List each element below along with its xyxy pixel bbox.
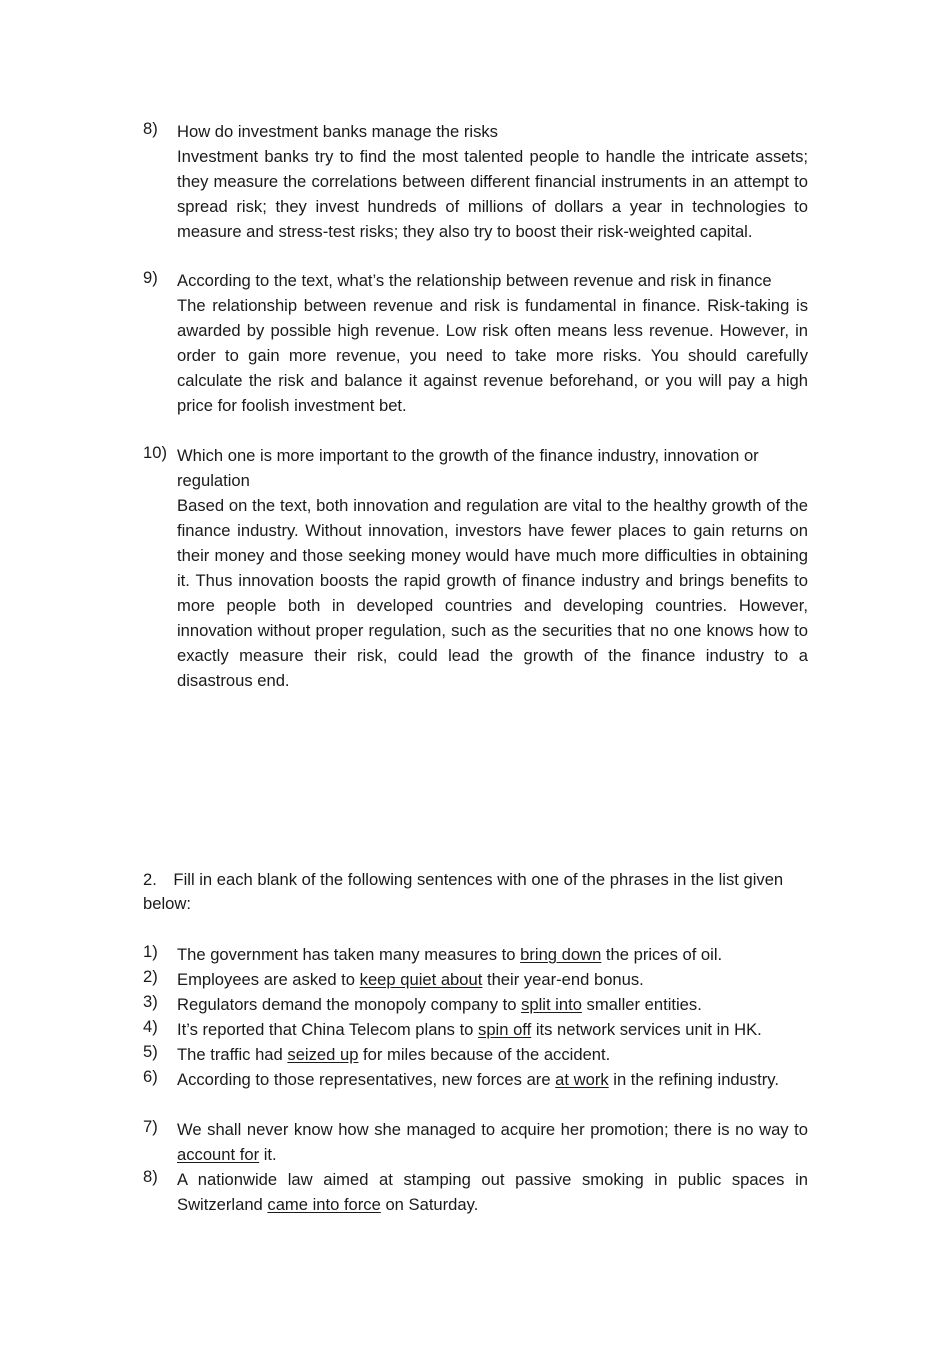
question-number: 9) bbox=[143, 268, 158, 287]
fill-blank-sentence bbox=[143, 942, 808, 967]
sentence-before: The traffic had bbox=[177, 1045, 288, 1064]
question-item bbox=[143, 443, 808, 693]
question-number: 10) bbox=[143, 443, 167, 462]
sentence-number: 4) bbox=[143, 1017, 158, 1036]
sentence-before: We shall never know how she managed to acquire her promotion; there is no way to bbox=[177, 1120, 808, 1139]
sentence-after: their year-end bonus. bbox=[482, 970, 644, 989]
sentence-before: Employees are asked to bbox=[177, 970, 360, 989]
blank-answer: split into bbox=[521, 995, 582, 1014]
sentence-before: According to those representatives, new forces are bbox=[177, 1070, 556, 1089]
blank-answer: spin off bbox=[478, 1020, 532, 1039]
sentence-number: 2) bbox=[143, 967, 158, 986]
answer-text: Based on the text, both innovation and regulation are vital to the healthy growth of the finance industry. Without innovation, investors have fewer places to gain returns on their money and those seeking money would have much more difficulties in obtaining it. Thus innovation boosts the rapid growth of finance industry and brings benefits to more people both in developed countries and developing countries. However, innovation without proper regulation, such as the securities that no one knows how to exactly measure their risk, could lead the growth of the finance industry to a disastrous end. bbox=[177, 496, 808, 690]
answer-text: The relationship between revenue and risk is fundamental in finance. Risk-taking is awarded by possible high revenue. Low risk often means less revenue. However, in order to gain more revenue, you need to take more risks. You should carefully calculate the risk and balance it against revenue beforehand, or you will pay a high price for foolish investment bet. bbox=[177, 296, 808, 415]
sentence-number: 5) bbox=[143, 1042, 158, 1061]
sentence-before: The government has taken many measures to bbox=[177, 945, 521, 964]
sentence-after: it. bbox=[259, 1145, 277, 1164]
sentence-after: on Saturday. bbox=[380, 1195, 479, 1214]
blank-answer: keep quiet about bbox=[359, 970, 483, 989]
blank-answer: bring down bbox=[520, 945, 602, 964]
sentence-before: It’s reported that China Telecom plans to bbox=[177, 1020, 479, 1039]
sentence-after: in the refining industry. bbox=[608, 1070, 779, 1089]
question-text: Which one is more important to the growth of the finance industry, innovation or regulation bbox=[177, 446, 759, 490]
fill-blank-sentence bbox=[143, 992, 808, 1017]
question-item bbox=[143, 119, 808, 244]
blank-answer: at work bbox=[555, 1070, 609, 1089]
fill-blank-sentence bbox=[143, 967, 808, 992]
question-number: 8) bbox=[143, 119, 158, 138]
sentence-before: Regulators demand the monopoly company to bbox=[177, 995, 522, 1014]
sentence-after: its network services unit in HK. bbox=[531, 1020, 762, 1039]
sentence-after: smaller entities. bbox=[581, 995, 702, 1014]
sentence-after: for miles because of the accident. bbox=[358, 1045, 611, 1064]
sentence-number: 8) bbox=[143, 1167, 158, 1186]
fill-blank-sentence bbox=[143, 1017, 808, 1042]
sentence-number: 7) bbox=[143, 1117, 158, 1136]
fill-blank-sentence bbox=[143, 1067, 808, 1092]
blank-answer: came into force bbox=[267, 1195, 381, 1214]
question-item bbox=[143, 268, 808, 418]
sentence-number: 3) bbox=[143, 992, 158, 1011]
sentence-before: A nationwide law aimed at stamping out passive smoking in public spaces in Switzerland bbox=[177, 1170, 808, 1214]
sentence-number: 1) bbox=[143, 942, 158, 961]
fill-blank-sentence bbox=[143, 1167, 808, 1217]
answer-text: Investment banks try to find the most talented people to handle the intricate assets; they measure the correlations between different financial instruments in an attempt to spread risk; they invest hundreds of millions of dollars a year in technologies to measure and stress-test risks; they also try to boost their risk-weighted capital. bbox=[177, 147, 808, 241]
blank-answer: account for bbox=[177, 1145, 260, 1164]
sentence-number: 6) bbox=[143, 1067, 158, 1086]
blank-answer: seized up bbox=[287, 1045, 359, 1064]
sentence-after: the prices of oil. bbox=[601, 945, 723, 964]
fill-blank-sentence bbox=[143, 1042, 808, 1067]
section-heading: 2. Fill in each blank of the following sentences with one of the phrases in the list given below: bbox=[143, 870, 784, 913]
question-text: How do investment banks manage the risks bbox=[177, 122, 498, 141]
question-text: According to the text, what’s the relationship between revenue and risk in finance bbox=[177, 271, 772, 290]
fill-blank-sentence bbox=[143, 1117, 808, 1167]
